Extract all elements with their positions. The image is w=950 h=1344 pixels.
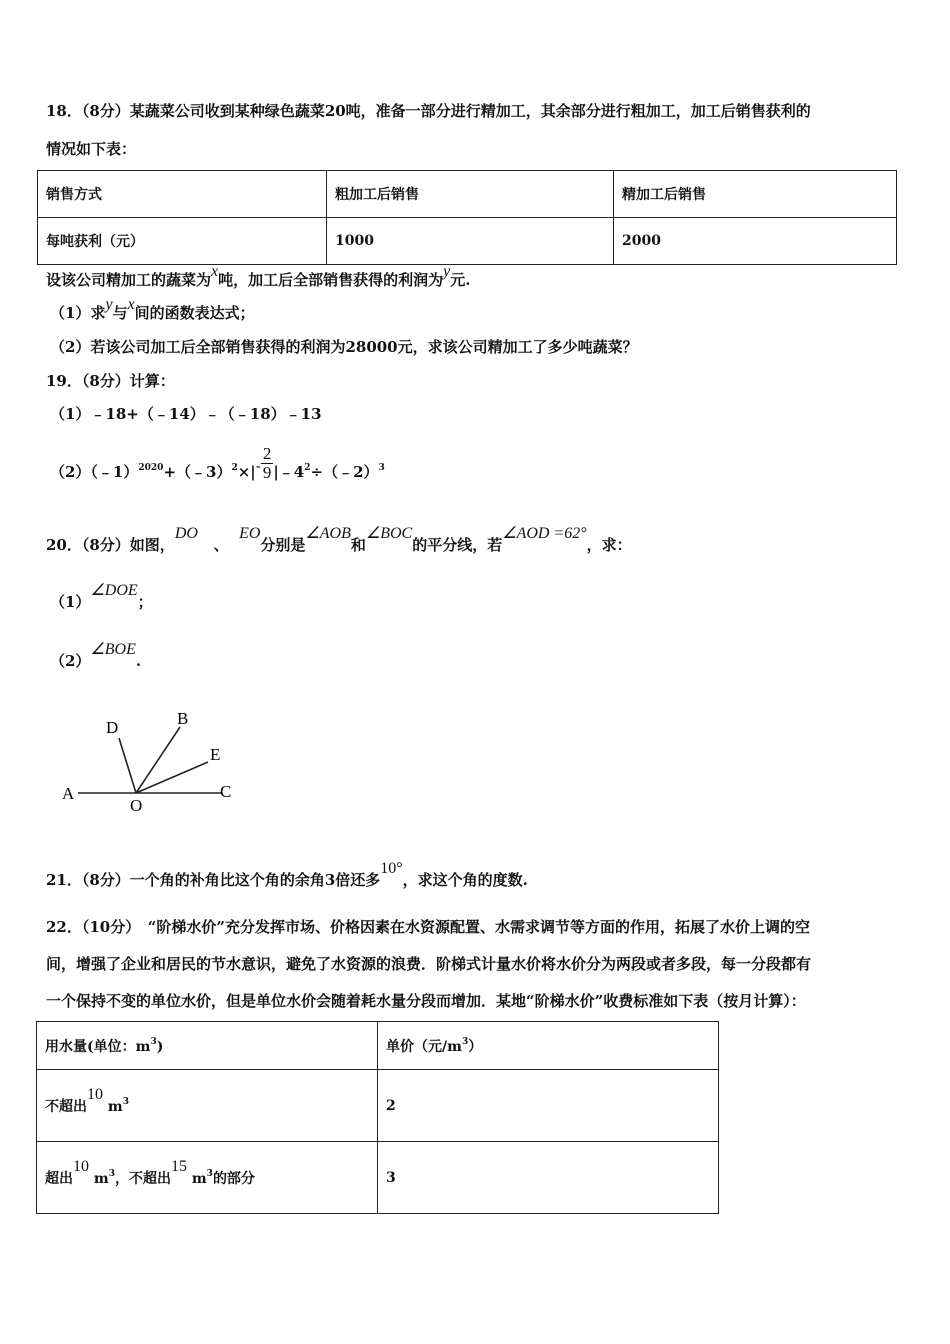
q20-a: 20．（8分）如图， <box>46 536 175 554</box>
q18-line1: 18．（8分）某蔬菜公司收到某种绿色蔬菜20吨，准备一部分进行精加工，其余部分进行粗加工，加工后销售获利的 <box>46 102 811 120</box>
fraction-numerator: 2 <box>262 443 272 463</box>
q22-row1-usage <box>37 1070 378 1142</box>
q19-neg-sign: - <box>255 457 261 475</box>
q20-p1-end: ； <box>137 593 153 611</box>
q20-p2-label: （2） <box>50 652 91 670</box>
q19-part2 <box>50 443 385 497</box>
q19-exp-2020: 2020 <box>138 463 164 473</box>
q19-exp-2: 2 <box>231 463 238 473</box>
q20-part2 <box>50 641 142 672</box>
q20-eo: EO <box>239 525 261 542</box>
q22-h2-sup: 3 <box>461 1036 469 1047</box>
q22-h2-end: ） <box>468 1038 483 1055</box>
var-y-2: y <box>105 296 113 313</box>
q20-p2-math: ∠BOE <box>90 641 136 658</box>
q22-row2-usage <box>37 1142 378 1214</box>
q20-p1-label: （1） <box>50 593 91 611</box>
q19-title: 19．（8分）计算： <box>46 372 175 390</box>
q18-row-label: 每吨获利（元） <box>38 218 327 265</box>
q18-part2: （2）若该公司加工后全部销售获得的利润为28000元，求该公司精加工了多少吨蔬菜？ <box>50 338 638 356</box>
q20-part1 <box>50 582 153 613</box>
q19-fraction <box>261 445 274 482</box>
q20-p1-math: ∠DOE <box>90 582 138 599</box>
q19-p2-e: ÷（﹣2） <box>310 463 379 481</box>
var-x-2: x <box>127 296 135 313</box>
q22-line2: 间，增强了企业和居民的节水意识，避免了水资源的浪费．阶梯式计量水价将水价分为两段或者多段，每一分段都有 <box>46 955 812 973</box>
var-x: x <box>211 263 219 280</box>
q22-r2-d: m <box>191 1170 207 1187</box>
q18-line2: 情况如下表： <box>46 140 137 158</box>
q18-p1-a: （1）求 <box>50 304 106 322</box>
q22-h1-end: ) <box>156 1038 164 1055</box>
q22-h2: 单价（元/m <box>386 1038 462 1055</box>
q21-deg: 10° <box>380 860 403 877</box>
q19-p2-a: （2）（﹣1） <box>50 463 139 481</box>
q19-p2-d: |﹣4 <box>273 463 305 481</box>
q19-exp-2b: 2 <box>304 463 311 473</box>
q22-r1-sup: 3 <box>122 1096 129 1107</box>
q20-sep: 、 <box>213 536 229 554</box>
q19-exp-3: 3 <box>378 463 385 473</box>
q22-r1-a: 不超出 <box>45 1098 87 1115</box>
ray-od <box>119 738 136 793</box>
fraction-denominator: 9 <box>262 462 272 482</box>
q20-line <box>46 525 632 556</box>
angle-figure <box>50 700 250 825</box>
q22-row2-price: 3 <box>378 1142 719 1214</box>
label-e: E <box>210 745 221 764</box>
q18-line3-c: 元. <box>450 271 471 289</box>
q20-aob: ∠AOB <box>305 525 351 542</box>
q22-line1: 22．（10分） “阶梯水价”充分发挥市场、价格因素在水资源配置、水需求调节等方面的作用，拓展了水价上调的空 <box>46 918 811 936</box>
q18-line3-a: 设该公司精加工的蔬菜为 <box>46 271 212 289</box>
q19-p2-b: +（﹣3） <box>163 463 232 481</box>
q22-r2-num1: 10 <box>73 1157 89 1175</box>
label-b: B <box>177 709 189 728</box>
q22-line3: 一个保持不变的单位水价，但是单位水价会随着耗水量分段而增加．某地“阶梯水价”收费标准如下表（按月计算）： <box>46 992 806 1010</box>
q20-aod: ∠AOD =62° <box>502 525 587 542</box>
q18-line3 <box>46 263 471 291</box>
q18-profit-table <box>37 170 897 265</box>
q22-r2-a: 超出 <box>45 1170 73 1187</box>
label-d: D <box>106 718 119 737</box>
q21-line <box>46 860 528 891</box>
q20-c: 和 <box>350 536 366 554</box>
q18-rough-value: 1000 <box>327 218 614 265</box>
q18-p1-b: 与 <box>112 304 128 322</box>
q22-r2-b: m <box>93 1170 109 1187</box>
q19-part1: （1）﹣18+（﹣14）﹣（﹣18）﹣13 <box>50 405 322 423</box>
q18-line3-b: 吨，加工后全部销售获得的利润为 <box>218 271 444 289</box>
q18-header-rough: 粗加工后销售 <box>327 171 614 218</box>
label-c: C <box>220 782 232 801</box>
q18-header-method: 销售方式 <box>38 171 327 218</box>
q22-r2-c: ，不超出 <box>114 1170 171 1187</box>
q20-do: DO <box>174 525 198 542</box>
q22-r1-num: 10 <box>87 1085 103 1103</box>
q22-r2-num2: 15 <box>170 1157 187 1175</box>
q21-a: 21．（8分）一个角的补角比这个角的余角3倍还多 <box>46 871 381 889</box>
q20-e: ，求： <box>586 536 632 554</box>
q22-header-usage <box>37 1022 378 1070</box>
q22-header-price <box>378 1022 719 1070</box>
q22-h1: 用水量(单位：m <box>45 1038 151 1055</box>
q19-p2-c: ×| <box>237 463 256 481</box>
q20-boc: ∠BOC <box>365 525 413 542</box>
q18-p1-c: 间的函数表达式； <box>134 304 255 322</box>
label-a: A <box>62 784 75 803</box>
q22-r2-sup1: 3 <box>108 1168 115 1179</box>
q20-p2-end: . <box>135 652 142 670</box>
q20-b: 分别是 <box>260 536 306 554</box>
q22-row1-price: 2 <box>378 1070 719 1142</box>
q22-r2-e: 的部分 <box>212 1170 255 1187</box>
label-o: O <box>130 796 143 815</box>
q21-b: ，求这个角的度数. <box>402 871 528 889</box>
var-y: y <box>443 263 451 280</box>
q20-d: 的平分线，若 <box>412 536 503 554</box>
q22-h1-sup: 3 <box>150 1036 157 1047</box>
q18-fine-value: 2000 <box>614 218 897 265</box>
q18-part1 <box>50 296 255 324</box>
q22-price-table <box>36 1021 719 1214</box>
q22-r1-unit: m <box>107 1098 123 1115</box>
q22-r2-sup2: 3 <box>206 1168 213 1179</box>
q18-header-fine: 精加工后销售 <box>614 171 897 218</box>
